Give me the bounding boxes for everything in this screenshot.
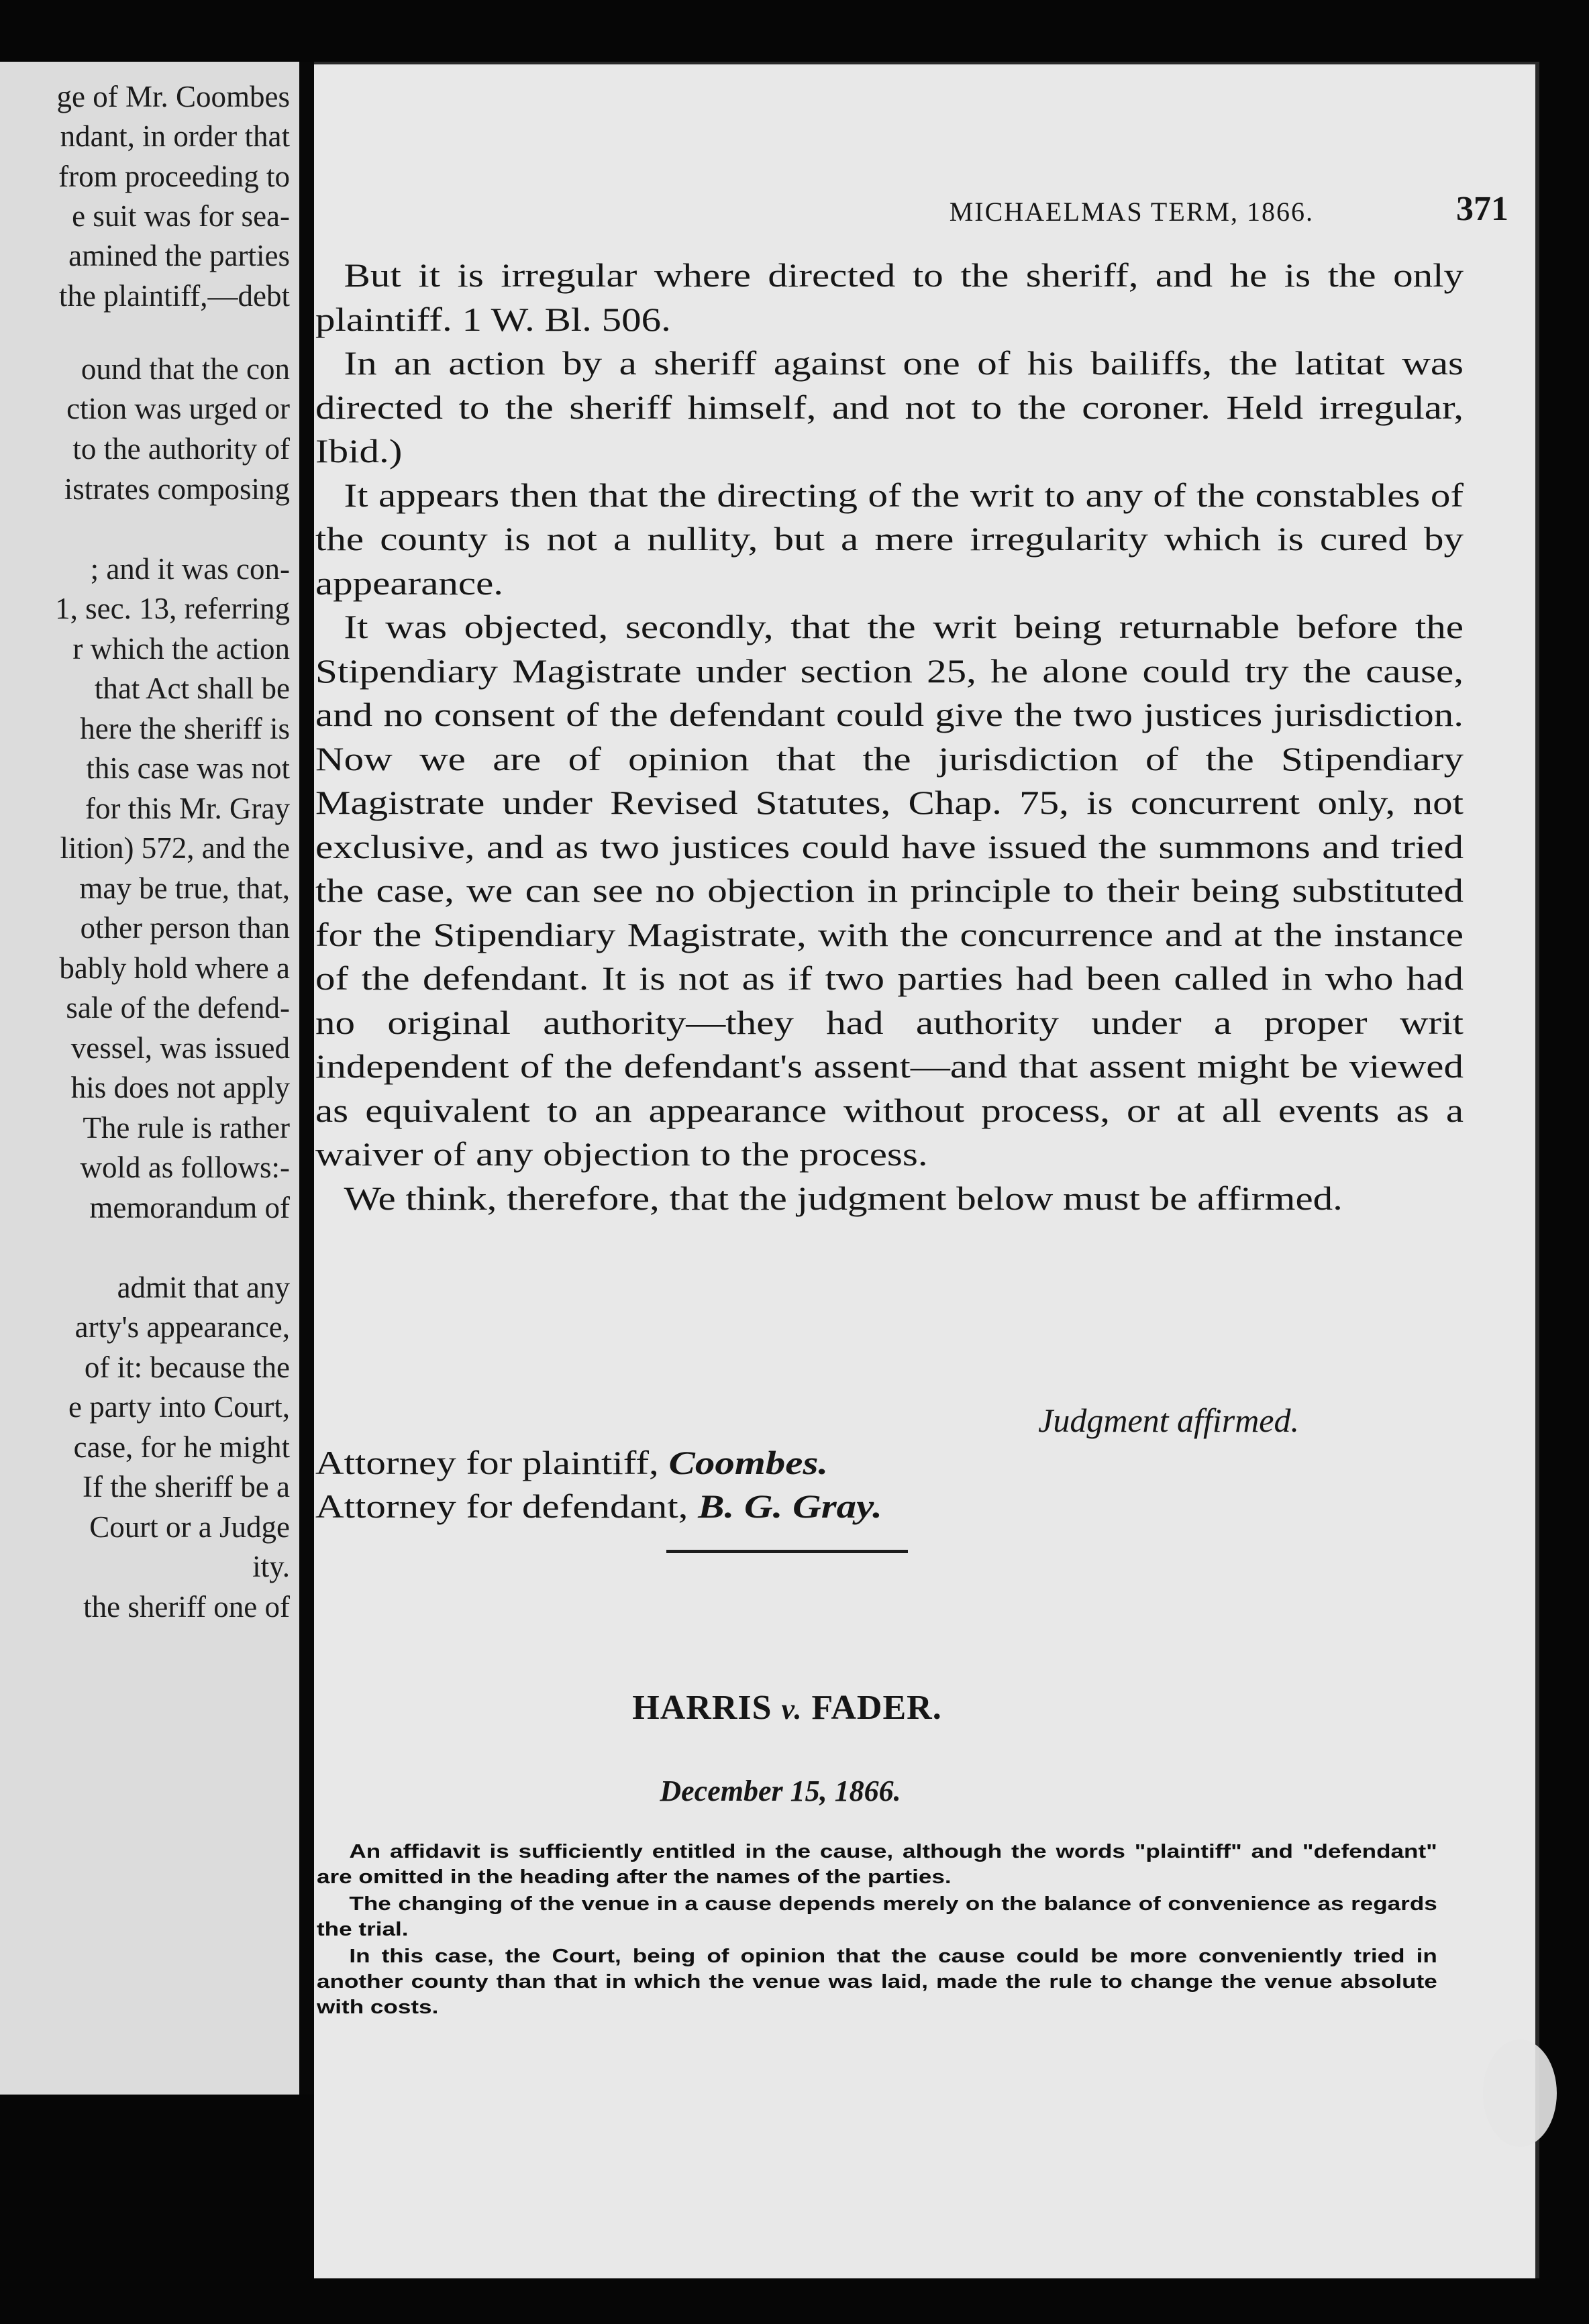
paragraph: It was objected, secondly, that the writ being returnable before the Stipendiary Magistrate under section 25, he alone could try the cause, and no consent of the defendant could give the two justices jurisdiction. Now we are of opinion that the jurisdiction of the Stipendiary Magistrate under Revised Statutes, Chap. 75, is concurrent only, not exclusive, and as two justices could have issued the summons and tried the case, we can see no objection in principle to their being substituted for the Stipendiary Magistrate, with the concurrence and at the instance of the defendant. It is not as if two parties had been called in who had no original authority—they had authority under a proper writ independent of the defendant's assent—and that assent might be viewed as equivalent to an appearance without process, or at all events as a waiver of any objection to the process. — [315, 608, 1464, 1173]
left-page-line: that Act shall be — [94, 672, 290, 705]
running-head: MICHAELMAS TERM, 1866. — [949, 197, 1314, 227]
section-divider — [666, 1550, 908, 1553]
left-page-line: the plaintiff,—debt — [58, 279, 290, 313]
headnote-paragraph: The changing of the venue in a cause depends merely on the balance of convenience as regards the trial. — [317, 1893, 1437, 1940]
left-page-line: amined the parties — [68, 239, 290, 272]
paragraph: It appears then that the directing of the writ to any of the constables of the county is not a nullity, but a mere irregularity which is cured by appearance. — [315, 476, 1464, 602]
attorney-plaintiff — [315, 1441, 1464, 1485]
attorney-defendant — [315, 1485, 1464, 1528]
left-page-line: from proceeding to — [58, 160, 290, 193]
paragraph: We think, therefore, that the judgment below must be affirmed. — [344, 1179, 1343, 1217]
attorney-plaintiff-label: Attorney for plaintiff, — [315, 1444, 659, 1481]
left-page-line: e suit was for sea- — [72, 199, 290, 233]
left-page-line: r which the action — [72, 632, 290, 666]
case-party-1: HARRIS — [632, 1689, 772, 1727]
left-page-line: sale of the defend- — [66, 991, 290, 1024]
headnote — [317, 1839, 1437, 2021]
case-date: December 15, 1866. — [660, 1775, 901, 1807]
paragraph: In an action by a sheriff against one of his bailiffs, the latitat was directed to the sheriff himself, and not to the coroner. Held irregular, Ibid.) — [315, 344, 1464, 470]
opinion-text — [315, 254, 1464, 1220]
left-page-line: admit that any — [117, 1271, 290, 1304]
left-page — [0, 62, 299, 2095]
case-party-2: FADER. — [811, 1689, 942, 1727]
left-page-line: The rule is rather — [83, 1111, 290, 1145]
attorney-block — [315, 1441, 1464, 1528]
attorney-defendant-label: Attorney for defendant, — [315, 1487, 688, 1525]
left-page-line: ge of Mr. Coombes — [56, 80, 290, 113]
left-page-line: ound that the con — [81, 352, 290, 386]
judgment-sign-off: Judgment affirmed. — [1038, 1402, 1299, 1439]
left-page-line: istrates composing — [64, 472, 290, 506]
left-page-line: case, for he might — [73, 1430, 290, 1464]
attorney-plaintiff-name: Coombes. — [668, 1444, 829, 1481]
left-page-line: this case was not — [86, 751, 290, 785]
left-page-line: e party into Court, — [68, 1390, 290, 1424]
headnote-paragraph: An affidavit is sufficiently entitled in the cause, although the words "plaintiff" and "defendant" are omitted in the heading after the names of the parties. — [317, 1841, 1437, 1888]
left-page-line: lition) 572, and the — [60, 831, 290, 865]
left-page-line: for this Mr. Gray — [85, 792, 290, 825]
left-page-line: wold as follows:- — [80, 1151, 290, 1184]
headnote-paragraph: In this case, the Court, being of opinion that the cause could be more conveniently tried in another county than that in which the venue was laid, made the rule to change the venue absolute with costs. — [317, 1946, 1437, 2018]
page-number: 371 — [1456, 190, 1508, 228]
left-page-line: vessel, was issued — [70, 1031, 290, 1065]
left-page-line: 1, sec. 13, referring — [55, 592, 290, 625]
left-page-line: here the sheriff is — [80, 712, 290, 745]
attorney-defendant-name: B. G. Gray. — [698, 1487, 882, 1525]
right-page — [314, 62, 1539, 2278]
left-page-line: may be true, that, — [79, 872, 290, 905]
left-page-line: memorandum of — [89, 1191, 290, 1224]
left-page-line: the sheriff one of — [83, 1590, 290, 1624]
left-page-line: ity. — [252, 1550, 290, 1583]
left-page-line: ction was urged or — [66, 392, 290, 425]
left-page-line: to the authority of — [72, 432, 290, 466]
left-page-line: ndant, in order that — [60, 119, 290, 153]
paper-stain — [1483, 2040, 1557, 2147]
case-title — [314, 1688, 1391, 1728]
left-page-line: of it: because the — [84, 1351, 290, 1384]
case-versus: v. — [781, 1693, 803, 1726]
left-page-line: his does not apply — [70, 1071, 290, 1104]
left-page-line: Court or a Judge — [89, 1510, 290, 1544]
left-page-line: If the sheriff be a — [82, 1470, 290, 1503]
paragraph: But it is irregular where directed to the sheriff, and he is the only plaintiff. 1 W. Bl. 506. — [315, 256, 1464, 338]
left-page-line: other person than — [80, 911, 290, 945]
left-page-line: arty's appearance, — [74, 1310, 290, 1344]
left-page-line: ; and it was con- — [90, 552, 290, 586]
left-page-line: bably hold where a — [59, 951, 290, 985]
